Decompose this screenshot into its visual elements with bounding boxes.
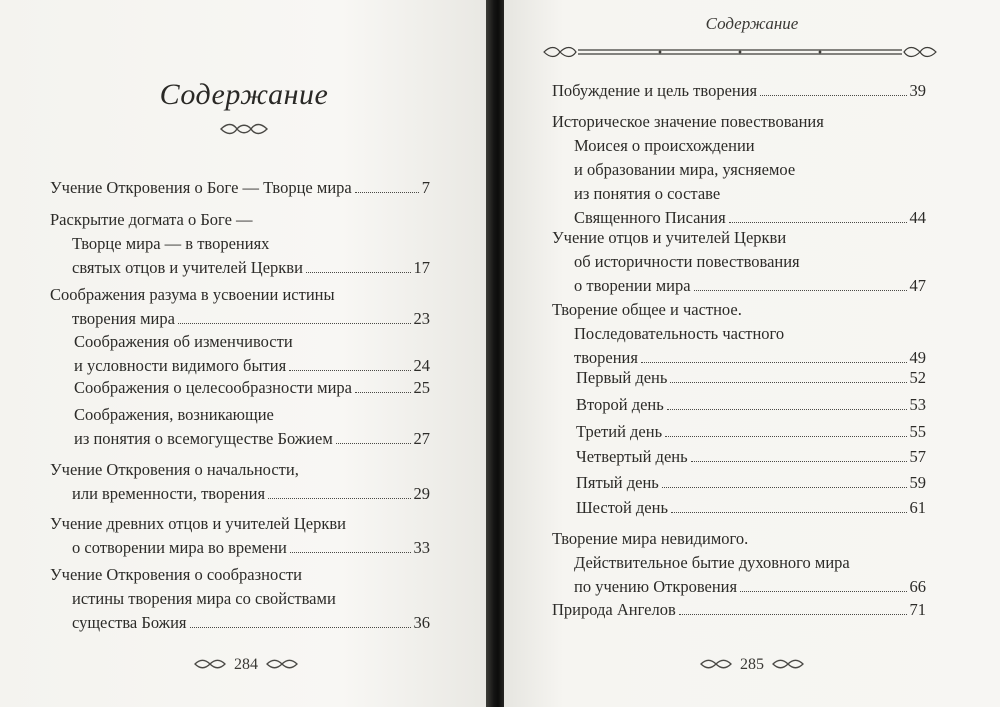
toc-entry-text: Второй день: [576, 395, 664, 414]
dot-leader: [679, 613, 907, 615]
toc-page-number: 66: [909, 577, 926, 596]
toc-entry[interactable]: [74, 376, 430, 400]
toc-entry-text: Священного Писания: [574, 208, 726, 227]
folio-left: [194, 656, 298, 674]
toc-entry-line: [552, 158, 926, 182]
toc-entry[interactable]: [576, 393, 926, 417]
toc-page-number: 61: [909, 498, 926, 517]
header-rule-ornament-icon: [540, 44, 940, 60]
toc-entry[interactable]: [74, 330, 430, 378]
toc-entry-text: творения мира: [72, 309, 175, 328]
toc-entry-text: и условности видимого бытия: [74, 356, 287, 375]
toc-entry-line: [74, 376, 430, 400]
toc-entry-text: об историчности повествования: [574, 252, 800, 271]
toc-entry-line: [50, 587, 430, 611]
toc-entry-text: из понятия о всемогуществе Божием: [74, 429, 333, 448]
toc-page-number: 71: [909, 600, 926, 619]
toc-entry-text: Побуждение и цель творения: [552, 81, 758, 100]
dot-leader: [662, 486, 907, 488]
page-title: Содержание: [159, 78, 329, 111]
toc-entry-text: о творении мира: [574, 276, 691, 295]
toc-entry[interactable]: [552, 298, 926, 370]
toc-entry-line: [576, 420, 926, 444]
page-number: 284: [234, 656, 258, 673]
toc-entry[interactable]: [576, 471, 926, 495]
dot-leader: [355, 191, 419, 193]
toc-entry-line: [50, 482, 430, 506]
folio-ornament-left-icon: [700, 656, 732, 674]
toc-entry[interactable]: [552, 598, 926, 622]
toc-entry[interactable]: [50, 176, 430, 200]
toc-entry-line: [50, 536, 430, 560]
dot-leader: [729, 221, 907, 223]
toc-entry[interactable]: [576, 496, 926, 520]
page-number: 285: [740, 656, 764, 673]
dot-leader: [670, 381, 906, 383]
dot-leader: [355, 391, 411, 393]
toc-entry-text: Творце мира — в творениях: [72, 234, 270, 253]
toc-entry-line: [576, 366, 926, 390]
dot-leader: [665, 435, 906, 437]
toc-page-number: 53: [909, 395, 926, 414]
dot-leader: [306, 271, 411, 273]
toc-page-number: 55: [909, 422, 926, 441]
toc-page-number: 49: [909, 348, 926, 367]
running-head: Содержание: [705, 14, 799, 33]
toc-entry[interactable]: [552, 527, 926, 599]
toc-entry-line: [552, 575, 926, 599]
toc-entry[interactable]: [576, 445, 926, 469]
toc-entry-text: Учение Откровения о Боге — Творце мира: [50, 178, 352, 197]
dot-leader: [289, 369, 410, 371]
toc-entry-line: [552, 551, 926, 575]
toc-page-number: 29: [413, 484, 430, 503]
toc-entry[interactable]: [576, 366, 926, 390]
toc-entry-line: [50, 176, 430, 200]
dot-leader: [671, 511, 907, 513]
toc-entry-line: [552, 527, 926, 551]
toc-entry-line: [552, 134, 926, 158]
toc-entry-text: Природа Ангелов: [552, 600, 676, 619]
toc-entry-text: Третий день: [576, 422, 663, 441]
toc-entry-line: [50, 563, 430, 587]
toc-entry-line: [576, 496, 926, 520]
toc-page-number: 17: [413, 258, 430, 277]
toc-page-number: 7: [421, 178, 430, 197]
toc-page-number: 25: [413, 378, 430, 397]
toc-entry-line: [50, 208, 430, 232]
toc-entry-text: Творение мира невидимого.: [552, 529, 749, 548]
toc-entry[interactable]: [552, 110, 926, 230]
toc-entry[interactable]: [552, 226, 926, 298]
toc-entry-line: [552, 110, 926, 134]
folio-ornament-left-icon: [194, 656, 226, 674]
toc-entry-line: [552, 250, 926, 274]
toc-entry-text: Четвертый день: [576, 447, 688, 466]
toc-entry-text: Учение Откровения о сообразности: [50, 565, 302, 584]
toc-entry-line: [74, 330, 430, 354]
toc-entry-line: [74, 354, 430, 378]
title-ornament-icon: [219, 122, 269, 136]
toc-entry-line: [50, 232, 430, 256]
toc-entry-text: по учению Откровения: [574, 577, 738, 596]
toc-entry-line: [552, 322, 926, 346]
toc-entry-text: Пятый день: [576, 473, 659, 492]
toc-entry-line: [50, 611, 430, 635]
toc-entry[interactable]: [576, 420, 926, 444]
toc-entry-text: творения: [574, 348, 638, 367]
dot-leader: [691, 460, 907, 462]
dot-leader: [667, 408, 907, 410]
toc-page-number: 52: [909, 368, 926, 387]
book-gutter: [486, 0, 506, 707]
toc-entry-text: Моисея о происхождении: [574, 136, 755, 155]
toc-entry-line: [50, 283, 430, 307]
toc-entry-text: Учение отцов и учителей Церкви: [552, 228, 787, 247]
toc-entry-text: святых отцов и учителей Церкви: [72, 258, 303, 277]
toc-entry-text: истины творения мира со свойствами: [72, 589, 336, 608]
toc-entry-text: Действительное бытие духовного мира: [574, 553, 850, 572]
toc-entry-line: [74, 403, 430, 427]
toc-entry[interactable]: [50, 283, 430, 331]
toc-entry-line: [74, 427, 430, 451]
dot-leader: [290, 551, 411, 553]
toc-entry-line: [552, 182, 926, 206]
dot-leader: [641, 361, 907, 363]
toc-page-number: 47: [909, 276, 926, 295]
dot-leader: [740, 590, 906, 592]
toc-entry-text: Шестой день: [576, 498, 668, 517]
left-page: [0, 0, 488, 707]
toc-entry-text: Соображения, возникающие: [74, 405, 274, 424]
toc-page-number: 33: [413, 538, 430, 557]
dot-leader: [694, 289, 907, 291]
dot-leader: [190, 626, 411, 628]
toc-entry-text: Соображения разума в усвоении истины: [50, 285, 335, 304]
toc-entry-text: о сотворении мира во времени: [72, 538, 287, 557]
dot-leader: [178, 322, 411, 324]
toc-entry[interactable]: [74, 403, 430, 451]
toc-entry-line: [552, 79, 926, 103]
toc-page-number: 23: [413, 309, 430, 328]
toc-entry-line: [50, 458, 430, 482]
toc-entry-text: Соображения о целесообразности мира: [74, 378, 352, 397]
toc-page-number: 44: [909, 208, 926, 227]
toc-entry-text: или временности, творения: [72, 484, 266, 503]
toc-entry-text: Учение Откровения о начальности,: [50, 460, 299, 479]
toc-entry-line: [552, 226, 926, 250]
toc-entry-line: [552, 598, 926, 622]
toc-entry-line: [576, 393, 926, 417]
dot-leader: [268, 497, 410, 499]
toc-entry-text: Раскрытие догмата о Боге —: [50, 210, 253, 229]
toc-page-number: 24: [413, 356, 430, 375]
toc-entry-text: Историческое значение повествования: [552, 112, 824, 131]
toc-entry-text: Первый день: [576, 368, 668, 387]
toc-entry-line: [552, 274, 926, 298]
dot-leader: [336, 442, 411, 444]
toc-entry-line: [576, 471, 926, 495]
toc-entry-line: [50, 256, 430, 280]
toc-page-number: 59: [909, 473, 926, 492]
toc-entry-text: Последовательность частного: [574, 324, 785, 343]
toc-entry-line: [50, 512, 430, 536]
toc-entry-text: из понятия о составе: [574, 184, 721, 203]
toc-entry[interactable]: [50, 512, 430, 560]
toc-entry[interactable]: [50, 563, 430, 635]
toc-entry-text: существа Божия: [72, 613, 187, 632]
toc-entry-text: Учение древних отцов и учителей Церкви: [50, 514, 346, 533]
toc-entry[interactable]: [552, 79, 926, 103]
toc-page-number: 57: [909, 447, 926, 466]
toc-entry-line: [552, 298, 926, 322]
toc-entry-text: Соображения об изменчивости: [74, 332, 293, 351]
toc-entry-text: и образовании мира, уясняемое: [574, 160, 796, 179]
right-page: [504, 0, 1000, 707]
toc-page-number: 39: [909, 81, 926, 100]
toc-entry[interactable]: [50, 458, 430, 506]
folio-ornament-right-icon: [266, 656, 298, 674]
folio-right: [700, 656, 804, 674]
folio-ornament-right-icon: [772, 656, 804, 674]
toc-entry[interactable]: [50, 208, 430, 280]
toc-entry-line: [576, 445, 926, 469]
dot-leader: [760, 94, 906, 96]
toc-page-number: 36: [413, 613, 430, 632]
toc-entry-text: Творение общее и частное.: [552, 300, 742, 319]
toc-entry-line: [50, 307, 430, 331]
toc-page-number: 27: [413, 429, 430, 448]
